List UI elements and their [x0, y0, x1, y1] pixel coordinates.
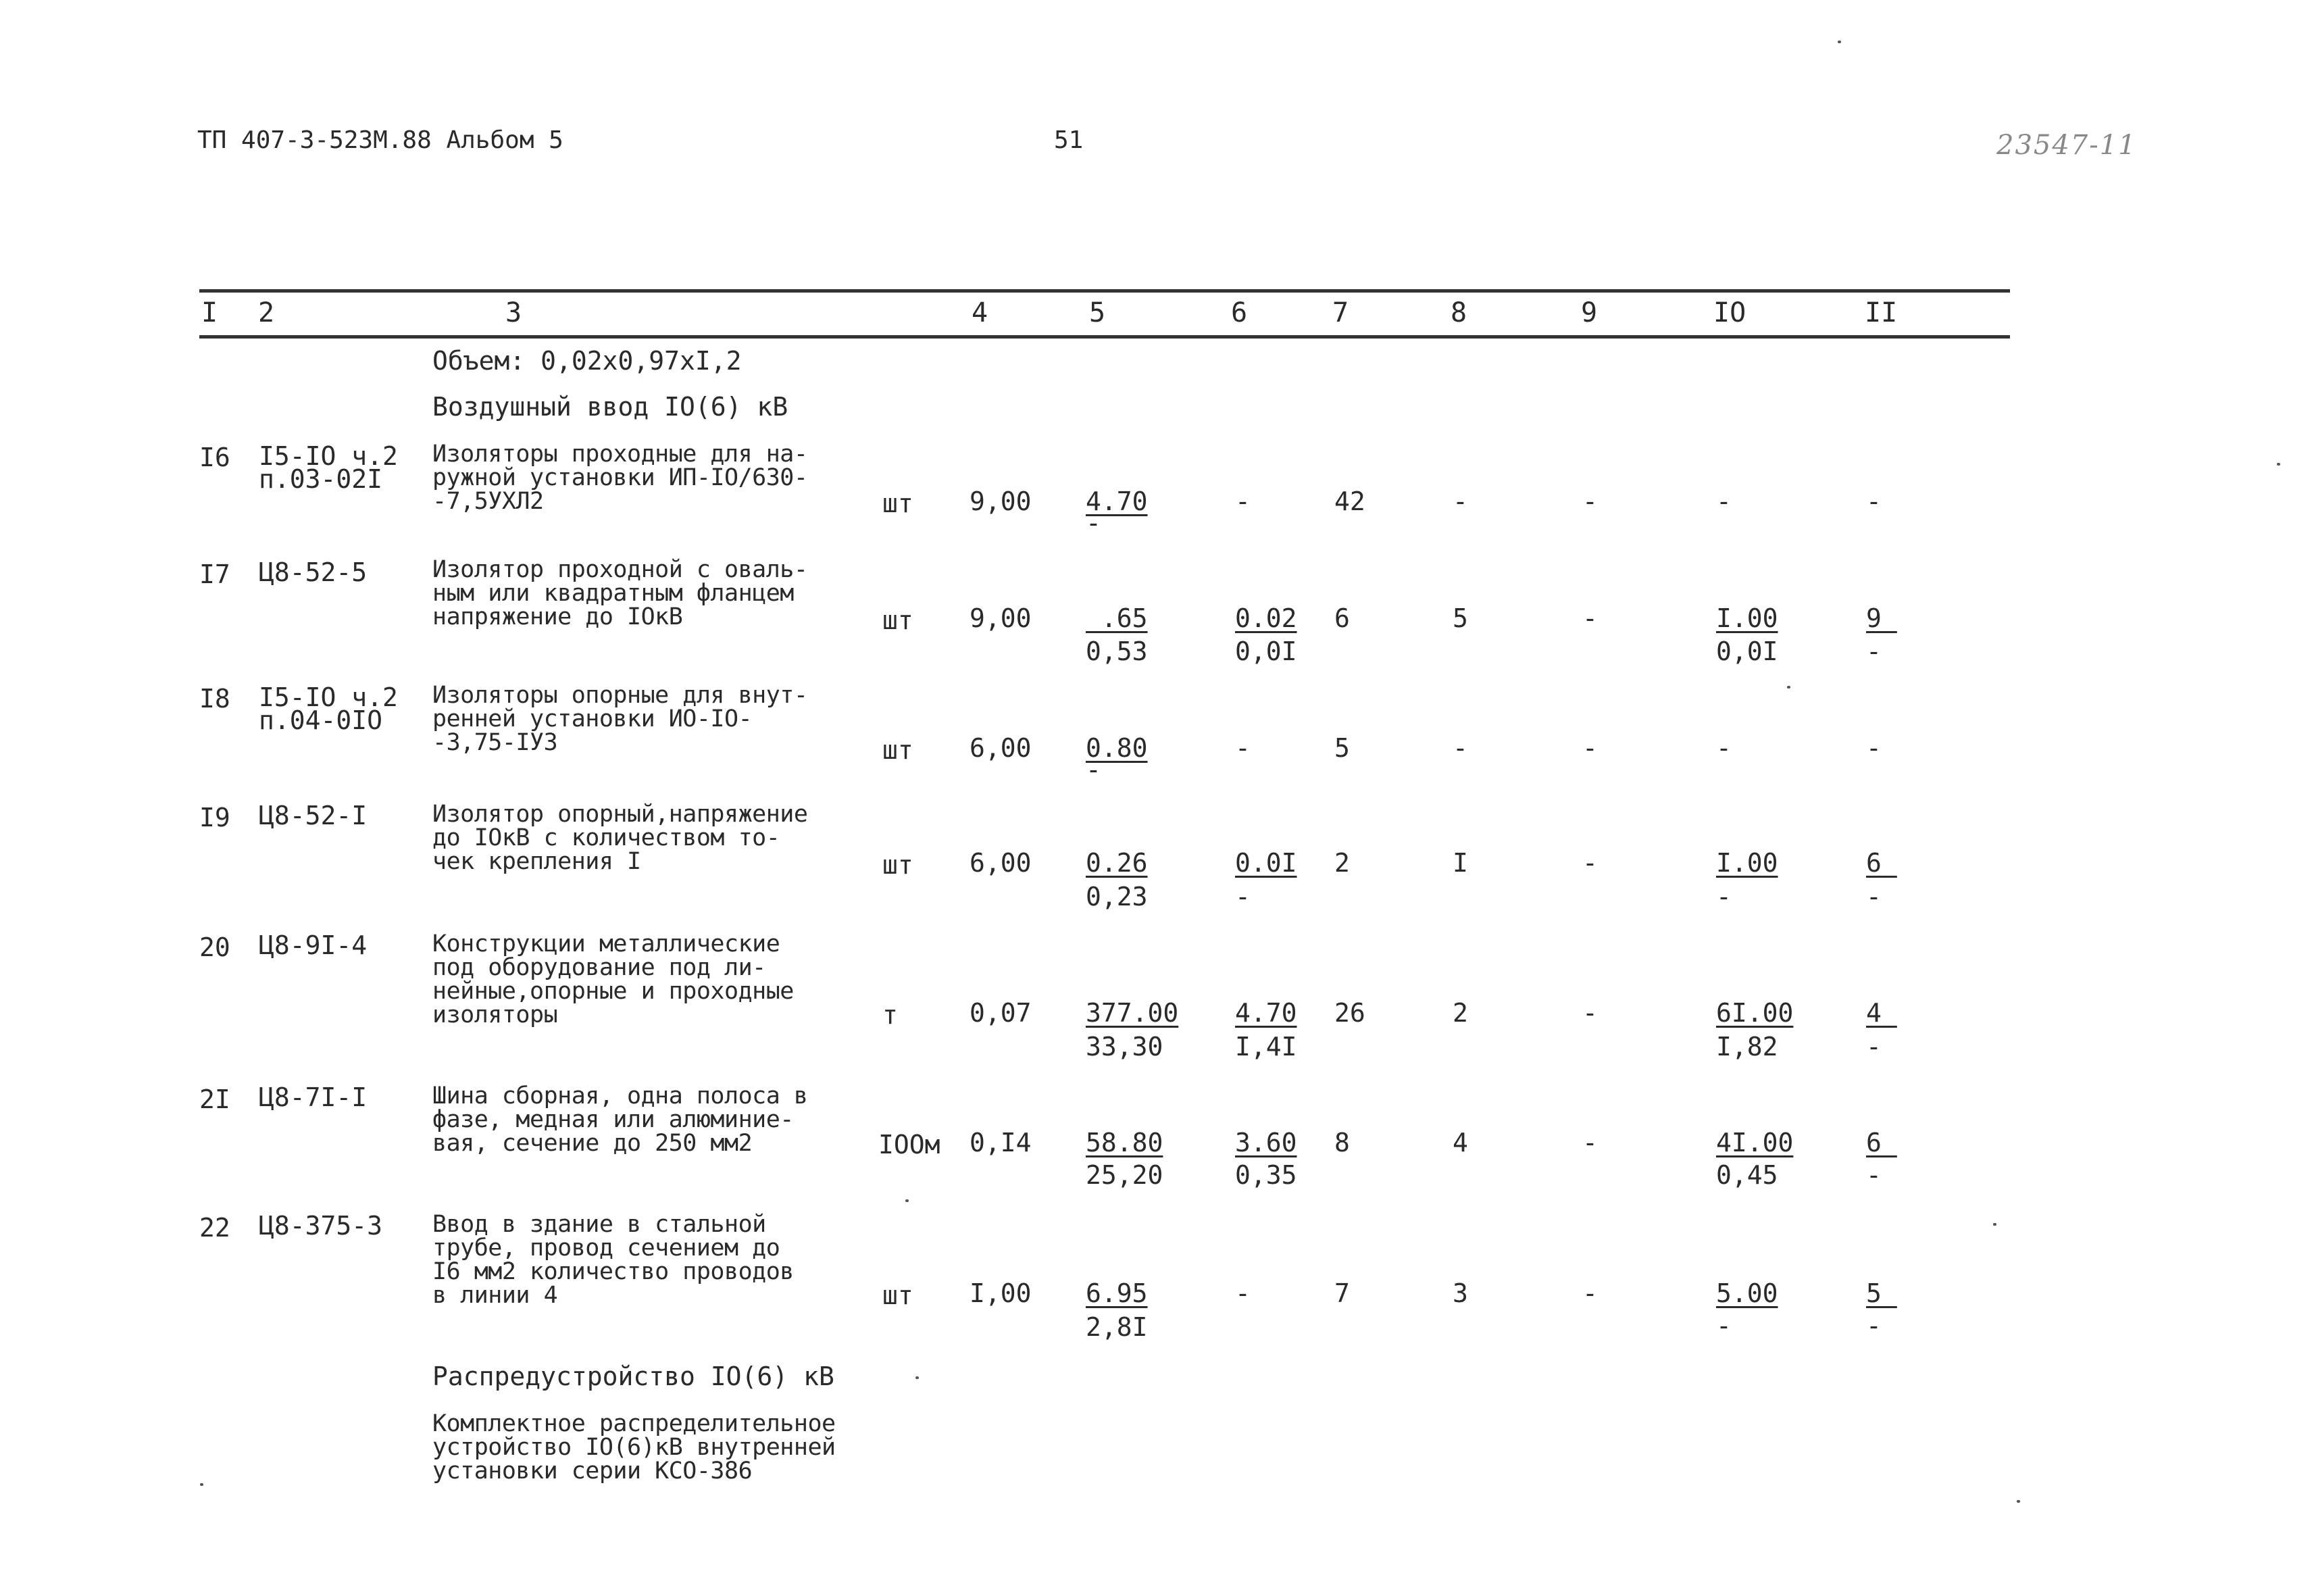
row-description: Изолятор опорный,напряжение до IOкВ с количеством то- чек крепления I	[432, 801, 808, 875]
cell-col5-bottom: 0,23	[1086, 882, 1148, 912]
row-quantity: 0,07	[970, 998, 1032, 1028]
cell-col7: 2	[1334, 848, 1350, 878]
cell-col9: -	[1582, 487, 1598, 516]
col-header-6: 6	[1231, 297, 1248, 328]
col-header-9: 9	[1581, 297, 1598, 328]
col-header-4: 4	[972, 297, 988, 328]
row-description: Ввод в здание в стальной трубе, провод сечением до I6 мм2 количество проводов в линии 4	[432, 1211, 794, 1309]
cell-col11-bottom: -	[1866, 1160, 1882, 1190]
row-quantity: 9,00	[970, 603, 1032, 633]
scan-speck	[1787, 686, 1790, 689]
cell-col5-top: 4.70	[1086, 487, 1148, 516]
scan-speck	[905, 1199, 909, 1202]
cell-col7: 5	[1334, 733, 1350, 763]
cell-col11-top: 4_	[1866, 998, 1897, 1028]
switchgear-description: Комплектное распределительное устройство IO(6)кВ внутренней установки серии КСО-386	[432, 1410, 836, 1485]
row-code: Ц8-52-5	[259, 557, 368, 587]
table-header-rule	[199, 335, 2010, 339]
cell-col8: 4	[1453, 1128, 1468, 1157]
cell-col10-bottom: -	[1716, 1311, 1732, 1341]
cell-col11-bottom: -	[1866, 1311, 1882, 1341]
cell-col9: -	[1582, 1128, 1598, 1157]
row-unit: шт	[882, 605, 913, 635]
cell-col5-bottom: -	[1086, 508, 1101, 538]
row-number: 2I	[199, 1084, 230, 1114]
cell-col9: -	[1582, 1278, 1598, 1308]
row-code: Ц8-52-I	[259, 801, 368, 830]
cell-col7: 42	[1334, 487, 1365, 516]
cell-col7: 26	[1334, 998, 1365, 1028]
cell-col11-top: 9_	[1866, 603, 1897, 633]
cell-col5-bottom: 33,30	[1086, 1032, 1163, 1062]
row-number: 22	[199, 1213, 230, 1243]
cell-col10-top: I.00	[1716, 848, 1778, 878]
row-description: Изолятор проходной с оваль- ным или квадратным фланцем напряжение до IOкВ	[432, 556, 808, 630]
row-unit: IOOм	[878, 1130, 940, 1159]
cell-col5-top: 0.26	[1086, 848, 1148, 878]
scan-speck	[2017, 1500, 2020, 1503]
cell-col5-bottom: 2,8I	[1086, 1312, 1148, 1342]
col-header-5: 5	[1089, 297, 1106, 328]
col-header-3: 3	[505, 297, 522, 328]
row-unit: т	[882, 1000, 898, 1030]
cell-col10-top: -	[1716, 733, 1732, 763]
cell-col5-top: 377.00	[1086, 998, 1179, 1028]
row-description: Шина сборная, одна полоса в фазе, медная или алюминие- вая, сечение до 250 мм2	[432, 1082, 808, 1157]
scan-speck	[200, 1483, 203, 1486]
cell-col9: -	[1582, 998, 1598, 1028]
cell-col5-top: _.65	[1086, 603, 1148, 633]
row-number: I7	[199, 559, 230, 589]
document-reference: ТП 407-3-523М.88 Альбом 5	[197, 126, 563, 154]
col-header-10: IO	[1713, 297, 1746, 328]
row-quantity: I,00	[970, 1278, 1032, 1308]
cell-col6-top: 0.0I	[1235, 848, 1297, 878]
cell-col10-bottom: I,82	[1716, 1032, 1778, 1062]
row-unit: шт	[882, 1280, 913, 1310]
row-quantity: 6,00	[970, 848, 1032, 878]
row-number: 20	[199, 932, 230, 962]
cell-col6-top: 0.02	[1235, 603, 1297, 633]
row-code: Ц8-375-3	[259, 1211, 383, 1241]
row-number: I6	[199, 443, 230, 472]
cell-col8: -	[1453, 733, 1468, 763]
cell-col11-top: -	[1866, 487, 1882, 516]
cell-col6-top: -	[1235, 733, 1251, 763]
handwritten-number: 23547-11	[1996, 130, 2137, 161]
row-description: Конструкции металлические под оборудование под ли- нейные,опорные и проходные изоляторы	[432, 930, 794, 1028]
cell-col6-top: -	[1235, 487, 1251, 516]
cell-col10-top: I.00	[1716, 603, 1778, 633]
cell-col6-top: 3.60	[1235, 1128, 1297, 1157]
page-number: 51	[1054, 126, 1084, 154]
cell-col5-top: 58.80	[1086, 1128, 1163, 1157]
row-number: I8	[199, 684, 230, 714]
cell-col7: 6	[1334, 603, 1350, 633]
row-unit: шт	[882, 850, 913, 880]
cell-col10-top: 6I.00	[1716, 998, 1794, 1028]
col-header-8: 8	[1451, 297, 1467, 328]
row-code: Ц8-9I-4	[259, 930, 368, 960]
cell-col9: -	[1582, 733, 1598, 763]
cell-col6-bottom: 0,35	[1235, 1160, 1297, 1190]
cell-col5-bottom: 0,53	[1086, 637, 1148, 666]
cell-col11-top: 6_	[1866, 1128, 1897, 1157]
table-top-rule	[199, 289, 2010, 293]
cell-col11-bottom: -	[1866, 1032, 1882, 1062]
row-description: Изоляторы проходные для на- ружной установки ИП-IO/630- -7,5УХЛ2	[432, 441, 808, 515]
col-header-7: 7	[1332, 297, 1349, 328]
scan-speck	[1838, 41, 1841, 43]
cell-col7: 8	[1334, 1128, 1350, 1157]
cell-col5-top: 0.80	[1086, 733, 1148, 763]
row-code: Ц8-7I-I	[259, 1082, 368, 1112]
cell-col6-top: -	[1235, 1278, 1251, 1308]
cell-col8: 3	[1453, 1278, 1468, 1308]
cell-col6-bottom: -	[1235, 882, 1251, 912]
scan-speck	[2277, 463, 2280, 466]
cell-col6-top: 4.70	[1235, 998, 1297, 1028]
cell-col8: -	[1453, 487, 1468, 516]
col-header-11: II	[1865, 297, 1898, 328]
col-header-2: 2	[258, 297, 275, 328]
col-header-1: I	[201, 297, 218, 328]
cell-col11-bottom: -	[1866, 882, 1882, 912]
section-title-switchgear: Распредустройство IO(6) кВ	[432, 1362, 834, 1391]
row-unit: шт	[882, 489, 913, 518]
cell-col9: -	[1582, 848, 1598, 878]
cell-col11-top: -	[1866, 733, 1882, 763]
cell-col11-bottom: -	[1866, 637, 1882, 666]
cell-col10-bottom: -	[1716, 882, 1732, 912]
row-quantity: 9,00	[970, 487, 1032, 516]
cell-col10-bottom: 0,0I	[1716, 637, 1778, 666]
row-code: I5-IO ч.2 п.03-02I	[259, 441, 398, 494]
cell-col8: I	[1453, 848, 1468, 878]
cell-col11-top: 6_	[1866, 848, 1897, 878]
cell-col7: 7	[1334, 1278, 1350, 1308]
row-unit: шт	[882, 735, 913, 765]
cell-col8: 5	[1453, 603, 1468, 633]
row-number: I9	[199, 803, 230, 832]
volume-note: Объем: 0,02х0,97хI,2	[432, 346, 742, 376]
cell-col10-bottom: 0,45	[1716, 1160, 1778, 1190]
scan-speck	[1993, 1223, 1996, 1226]
scan-speck	[915, 1376, 919, 1379]
row-quantity: 6,00	[970, 733, 1032, 763]
cell-col5-top: 6.95	[1086, 1278, 1148, 1308]
section-title-air-input: Воздушный ввод IO(6) кВ	[432, 392, 788, 422]
cell-col8: 2	[1453, 998, 1468, 1028]
row-quantity: 0,I4	[970, 1128, 1032, 1157]
cell-col10-top: 4I.00	[1716, 1128, 1794, 1157]
cell-col9: -	[1582, 603, 1598, 633]
cell-col6-bottom: I,4I	[1235, 1032, 1297, 1062]
cell-col5-bottom: -	[1086, 755, 1101, 784]
row-description: Изоляторы опорные для внут- ренней установки ИО-IO- -3,75-IУ3	[432, 682, 808, 756]
cell-col5-bottom: 25,20	[1086, 1160, 1163, 1190]
cell-col6-bottom: 0,0I	[1235, 637, 1297, 666]
cell-col10-top: -	[1716, 487, 1732, 516]
cell-col10-top: 5.00	[1716, 1278, 1778, 1308]
cell-col11-top: 5_	[1866, 1278, 1897, 1308]
row-code: I5-IO ч.2 п.04-0IO	[259, 682, 398, 735]
